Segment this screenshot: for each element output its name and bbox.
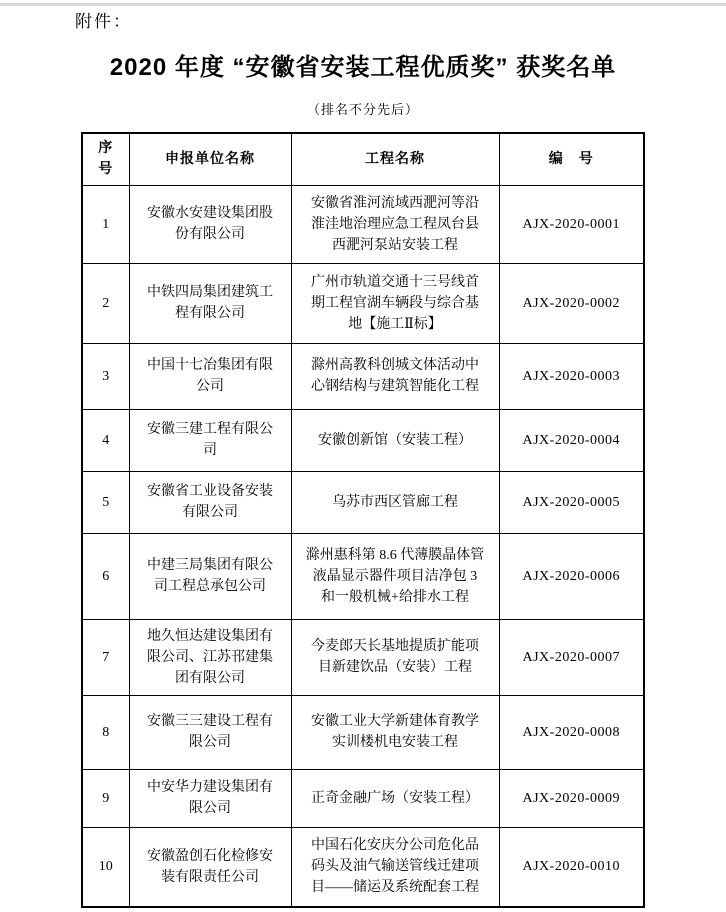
project-cell: 安徽省淮河流域西淝河等沿淮洼地治理应急工程凤台县西淝河泵站安装工程 <box>291 185 499 263</box>
project-cell: 中国石化安庆分公司危化品码头及油气输送管线迁建项目——储运及系统配套工程 <box>291 827 499 907</box>
project-cell: 广州市轨道交通十三号线首期工程官湖车辆段与综合基地【施工Ⅱ标】 <box>291 263 499 343</box>
code-cell: AJX-2020-0001 <box>499 185 644 263</box>
table-row <box>82 827 644 907</box>
table-row <box>82 409 644 471</box>
table-header-row <box>82 133 644 185</box>
code-cell: AJX-2020-0004 <box>499 409 644 471</box>
serial-cell: 10 <box>82 827 129 907</box>
code-cell: AJX-2020-0009 <box>499 769 644 827</box>
table-row <box>82 185 644 263</box>
table-row <box>82 471 644 533</box>
company-cell: 中安华力建设集团有限公司 <box>129 769 291 827</box>
header-project: 工程名称 <box>291 133 499 185</box>
table-body <box>82 185 644 907</box>
award-table <box>81 132 645 908</box>
company-cell: 安徽省工业设备安装有限公司 <box>129 471 291 533</box>
code-cell: AJX-2020-0010 <box>499 827 644 907</box>
table-row <box>82 769 644 827</box>
serial-cell: 8 <box>82 695 129 769</box>
table-row <box>82 533 644 619</box>
serial-cell: 9 <box>82 769 129 827</box>
code-cell: AJX-2020-0006 <box>499 533 644 619</box>
serial-cell: 7 <box>82 619 129 695</box>
company-cell: 安徽三三建设工程有限公司 <box>129 695 291 769</box>
serial-cell: 2 <box>82 263 129 343</box>
table-header <box>82 133 644 185</box>
project-cell: 正奇金融广场（安装工程） <box>291 769 499 827</box>
table-row <box>82 263 644 343</box>
serial-cell: 5 <box>82 471 129 533</box>
table-row <box>82 343 644 409</box>
project-cell: 今麦郎天长基地提质扩能项目新建饮品（安装）工程 <box>291 619 499 695</box>
serial-cell: 3 <box>82 343 129 409</box>
company-cell: 安徽盈创石化检修安装有限责任公司 <box>129 827 291 907</box>
page-subtitle: （排名不分先后） <box>306 102 419 117</box>
project-cell: 安徽工业大学新建体育教学实训楼机电安装工程 <box>291 695 499 769</box>
company-cell: 地久恒达建设集团有限公司、江苏邗建集团有限公司 <box>129 619 291 695</box>
company-cell: 中国十七冶集团有限公司 <box>129 343 291 409</box>
code-cell: AJX-2020-0003 <box>499 343 644 409</box>
company-cell: 中铁四局集团建筑工程有限公司 <box>129 263 291 343</box>
attachment-label: 附件： <box>75 12 132 31</box>
code-cell: AJX-2020-0008 <box>499 695 644 769</box>
table-row <box>82 619 644 695</box>
serial-cell: 4 <box>82 409 129 471</box>
code-cell: AJX-2020-0002 <box>499 263 644 343</box>
table-row <box>82 695 644 769</box>
serial-cell: 6 <box>82 533 129 619</box>
project-cell: 滁州高教科创城文体活动中心钢结构与建筑智能化工程 <box>291 343 499 409</box>
company-cell: 中建三局集团有限公司工程总承包公司 <box>129 533 291 619</box>
company-cell: 安徽三建工程有限公司 <box>129 409 291 471</box>
project-cell: 安徽创新馆（安装工程） <box>291 409 499 471</box>
header-serial: 序号 <box>82 133 129 185</box>
serial-cell: 1 <box>82 185 129 263</box>
project-cell: 滁州惠科第 8.6 代薄膜晶体管液晶显示器件项目洁净包 3 和一般机械+给排水工程 <box>291 533 499 619</box>
header-code: 编 号 <box>499 133 644 185</box>
project-cell: 乌苏市西区管廊工程 <box>291 471 499 533</box>
code-cell: AJX-2020-0005 <box>499 471 644 533</box>
company-cell: 安徽水安建设集团股份有限公司 <box>129 185 291 263</box>
page-title: 2020 年度 “安徽省安装工程优质奖” 获奖名单 <box>109 54 617 81</box>
code-cell: AJX-2020-0007 <box>499 619 644 695</box>
header-company: 申报单位名称 <box>129 133 291 185</box>
